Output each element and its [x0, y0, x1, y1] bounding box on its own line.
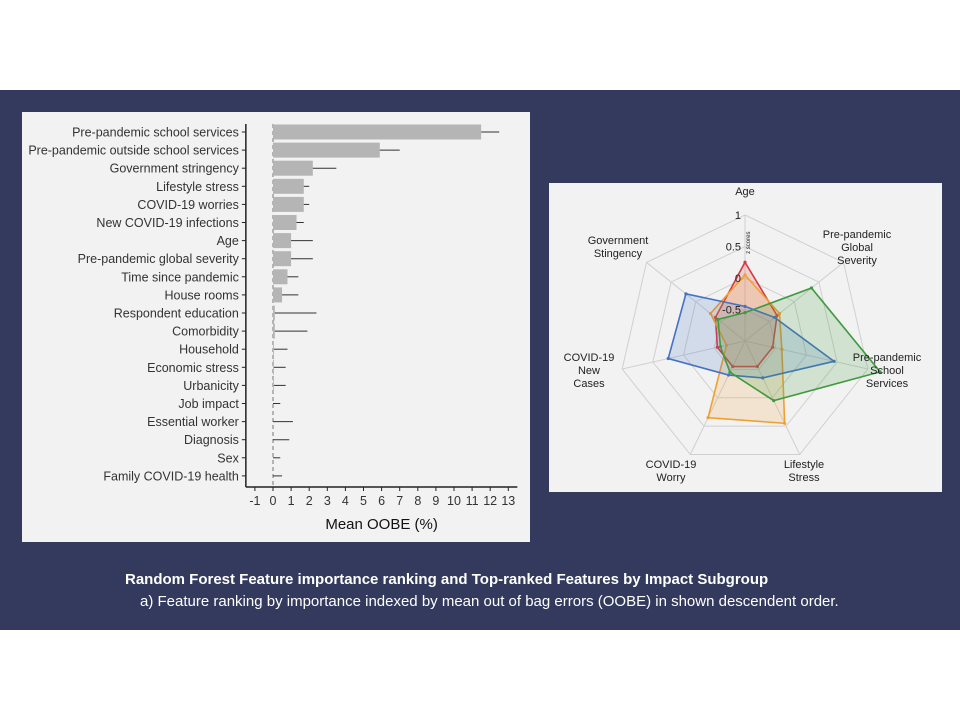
radar-axis-label: COVID-19 Worry [645, 459, 697, 484]
x-tick-label: 3 [323, 494, 331, 508]
category-label: Job impact [178, 397, 239, 411]
caption-title: Random Forest Feature importance ranking and Top-ranked Features by Impact Subgroup [125, 571, 769, 588]
category-label: Pre-pandemic outside school services [28, 143, 239, 158]
category-label: Age [216, 234, 239, 249]
bar [273, 360, 274, 375]
category-label: Diagnosis [183, 433, 239, 448]
bar [273, 324, 275, 339]
bar [273, 342, 274, 357]
x-tick-label: 4 [341, 494, 349, 508]
radar-point-red [743, 261, 746, 264]
bar [273, 306, 275, 321]
radar-axis-label: COVID-19 New Cases [563, 352, 615, 390]
radar-chart-svg [549, 183, 942, 492]
x-tick-label: 7 [396, 494, 404, 508]
bar [273, 125, 481, 140]
category-label: Economic stress [147, 360, 239, 375]
category-label: Time since pandemic [121, 270, 239, 285]
radar-point-blue [667, 357, 670, 360]
bar [273, 269, 287, 284]
radar-point-orange [706, 416, 709, 419]
radar-axis-label: Age [735, 186, 755, 198]
x-axis-title: Mean OOBE (%) [325, 516, 438, 533]
category-label: Pre-pandemic school services [72, 125, 239, 140]
x-tick-label: -1 [249, 494, 261, 508]
category-label: Lifestyle stress [156, 179, 239, 194]
category-label: Urbanicity [183, 378, 239, 393]
radar-point-orange [783, 422, 786, 425]
radar-tick-label: 1 [734, 210, 741, 222]
bar [273, 197, 304, 212]
radar-chart [549, 183, 942, 492]
radar-point-green [728, 371, 731, 374]
x-tick-label: 8 [414, 494, 422, 508]
bar [273, 233, 291, 248]
bar [273, 143, 380, 158]
radar-tick-label: -0.5 [722, 304, 741, 317]
x-tick-label: 9 [432, 494, 440, 508]
radar-axis-label: Government Stingency [587, 235, 649, 260]
radar-point-green [716, 318, 719, 321]
radar-point-green [743, 311, 746, 314]
radar-point-orange [743, 273, 746, 276]
radar-tick-label: 0 [734, 273, 741, 285]
bar [273, 251, 291, 266]
radar-tick-label: 0.5 [725, 241, 741, 254]
bar-chart-svg [22, 112, 530, 542]
category-label: Respondent education [113, 306, 239, 321]
x-tick-label: 2 [305, 494, 313, 508]
radar-point-blue [727, 373, 730, 376]
category-label: Household [179, 342, 239, 357]
radar-axis-label: Lifestyle Stress [783, 459, 825, 484]
category-label: COVID-19 worries [137, 197, 239, 212]
x-tick-label: 5 [360, 494, 367, 508]
bar [273, 161, 313, 176]
radar-point-blue [684, 292, 687, 295]
x-tick-label: 11 [465, 494, 479, 508]
bar [273, 179, 304, 194]
bar [273, 215, 297, 230]
x-tick-label: 0 [269, 494, 277, 508]
category-label: House rooms [164, 288, 239, 303]
x-tick-label: 12 [483, 494, 498, 508]
category-label: Family COVID-19 health [103, 469, 239, 484]
x-tick-label: 10 [447, 494, 461, 508]
category-label: Government stringency [109, 161, 239, 176]
x-tick-label: 6 [378, 494, 386, 508]
caption-text: a) Feature ranking by importance indexed by mean out of bag errors (OOBE) in shown descendent order. [140, 593, 839, 610]
radar-axis-label: Pre-pandemic School Services [852, 352, 922, 390]
radar-point-green [772, 399, 775, 402]
x-tick-label: 13 [501, 494, 516, 508]
category-label: Essential worker [147, 415, 239, 430]
radar-point-green [810, 286, 813, 289]
radar-point-blue [743, 305, 746, 308]
radar-point-green [719, 345, 722, 348]
radar-axis-label: Pre-pandemic Global Severity [822, 229, 892, 267]
category-label: Sex [217, 451, 239, 466]
category-label: Pre-pandemic global severity [77, 252, 239, 267]
radial-axis-label: z scores [746, 231, 752, 254]
bar [273, 287, 282, 302]
bar [273, 378, 274, 393]
feature-importance-chart [22, 112, 530, 542]
category-label: Comorbidity [172, 324, 239, 339]
x-tick-label: 1 [287, 494, 295, 508]
category-label: New COVID-19 infections [96, 216, 239, 230]
